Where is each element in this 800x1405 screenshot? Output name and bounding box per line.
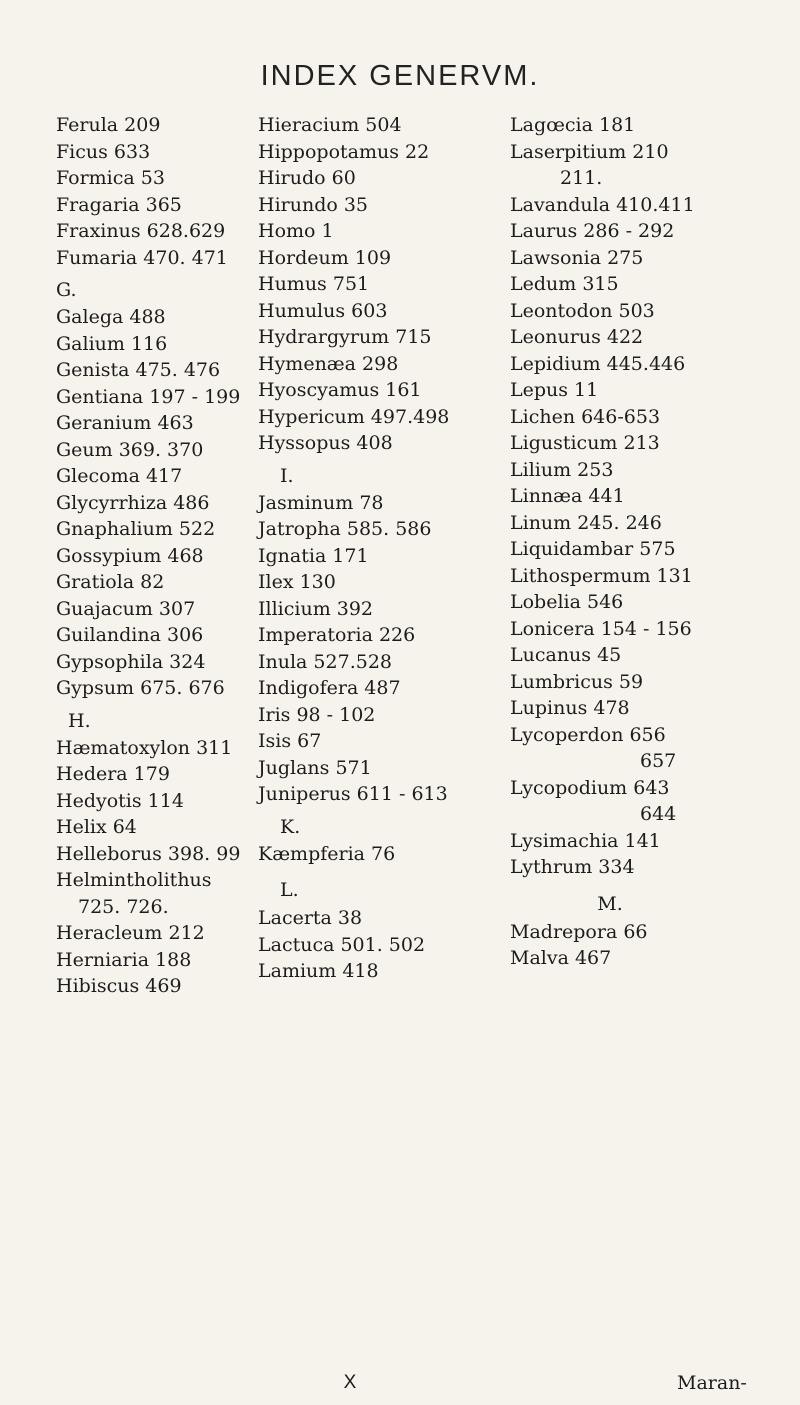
index-entry: Jatropha 585. 586	[258, 518, 432, 540]
index-entry: Ignatia 171	[258, 544, 369, 567]
index-entry: Lichen 646-653	[510, 405, 661, 428]
index-entry: Hydrargyrum 715	[258, 326, 432, 348]
entries-g	[56, 304, 256, 702]
index-entry: Lactuca 501. 502	[258, 933, 426, 956]
entries-l	[258, 905, 508, 985]
entries-k	[258, 841, 508, 868]
index-column-1	[56, 112, 256, 1000]
index-entry: Iris 98 - 102	[258, 703, 376, 726]
index-entry: Liquidambar 575	[510, 538, 676, 560]
index-entry: Lawsonia 275	[510, 246, 644, 269]
page-title: INDEX GENERVM.	[260, 60, 540, 92]
section-heading-i: I.	[280, 464, 294, 487]
index-entry: Humulus 603	[258, 299, 388, 322]
index-entry: Formica 53	[56, 167, 165, 189]
index-entry: Gentiana 197 - 199	[56, 385, 241, 408]
index-entry: Illicium 392	[258, 597, 374, 620]
index-entry: Hypericum 497.498	[258, 405, 450, 428]
index-entry: Ferula 209	[56, 114, 161, 136]
index-column-2	[258, 112, 508, 985]
index-entry: Helix 64	[56, 816, 137, 838]
index-entry: Lycoperdon 656	[510, 723, 666, 746]
index-entry: Geranium 463	[56, 412, 194, 434]
index-entry: Ilex 130	[258, 571, 336, 593]
index-entry: Linum 245. 246	[510, 511, 662, 534]
index-entry: Galega 488	[56, 306, 166, 328]
index-entry: Lucanus 45	[510, 644, 622, 666]
index-entry: Ledum 315	[510, 273, 619, 295]
index-entry: Kæmpferia 76	[258, 842, 396, 865]
index-entry: Lysimachia 141	[510, 829, 661, 852]
index-entry-continuation: 657	[640, 750, 677, 772]
index-entry: Lobelia 546	[510, 591, 624, 613]
index-entry: Genista 475. 476	[56, 359, 221, 381]
index-entry: Hymenæa 298	[258, 352, 399, 375]
index-entry: Herniaria 188	[56, 948, 192, 971]
index-entry: Jasminum 78	[258, 491, 384, 514]
index-entry: Hirudo 60	[258, 167, 356, 189]
entries-f	[56, 112, 256, 271]
index-entry: Geum 369. 370	[56, 438, 204, 461]
index-entry: Hordeum 109	[258, 246, 392, 269]
index-entry: Gossypium 468	[56, 544, 204, 567]
index-entry: Lonicera 154 - 156	[510, 617, 692, 640]
index-entry: Hyssopus 408	[258, 432, 393, 454]
index-entry: Hieracium 504	[258, 114, 402, 136]
index-entry: Helleborus 398. 99	[56, 842, 241, 865]
index-entry: Lithospermum 131	[510, 564, 693, 587]
index-entry-continuation: 644	[640, 803, 677, 825]
index-entry: Lamium 418	[258, 960, 379, 982]
index-entry: Gnaphalium 522	[56, 518, 216, 540]
index-entry: Lagœcia 181	[510, 114, 636, 136]
index-entry: Lavandula 410.411	[510, 193, 695, 216]
entries-i	[258, 490, 508, 808]
index-entry: Lumbricus 59	[510, 670, 644, 693]
section-heading-g: G.	[56, 279, 77, 301]
index-entry: Ligusticum 213	[510, 432, 660, 454]
index-entry: Laurus 286 - 292	[510, 220, 675, 242]
index-entry: Hibiscus 469	[56, 975, 182, 997]
index-entry: Leontodon 503	[510, 299, 655, 322]
index-entry: Glecoma 417	[56, 465, 183, 487]
index-entry-continuation: 211.	[560, 167, 603, 189]
index-entry: Lycopodium 643	[510, 776, 670, 799]
index-entry: Hirundo 35	[258, 193, 369, 216]
index-entry: Galium 116	[56, 332, 168, 355]
index-entry: Homo 1	[258, 220, 334, 242]
index-entry: Inula 527.528	[258, 650, 392, 673]
index-entry: Linnæa 441	[510, 485, 625, 507]
section-heading-k: K.	[280, 815, 301, 838]
index-entry: Ficus 633	[56, 140, 151, 163]
index-entry: Madrepora 66	[510, 920, 648, 943]
index-entry: Juglans 571	[258, 756, 372, 779]
index-entry: Lepidium 445.446	[510, 352, 686, 375]
index-entry: Lilium 253	[510, 458, 614, 481]
index-entry: Hyoscyamus 161	[258, 379, 422, 401]
index-entry: Imperatoria 226	[258, 624, 416, 646]
index-entry: Leonurus 422	[510, 326, 644, 348]
index-entry: Malva 467	[510, 947, 612, 969]
index-entry: Gratiola 82	[56, 571, 165, 593]
entries-l	[510, 112, 770, 881]
entries-h	[258, 112, 508, 457]
index-column-3	[510, 112, 770, 972]
index-entry: Isis 67	[258, 730, 322, 752]
index-entry-continuation: 725. 726.	[78, 895, 169, 918]
index-entry: Indigofera 487	[258, 677, 401, 699]
index-entry: Lupinus 478	[510, 697, 630, 719]
index-entry: Hedera 179	[56, 763, 170, 785]
index-entry: Lepus 11	[510, 379, 599, 401]
index-entry: Gypsum 675. 676	[56, 677, 225, 699]
index-entry: Fragaria 365	[56, 193, 182, 216]
index-entry: Humus 751	[258, 273, 370, 295]
index-entry: Fraxinus 628.629	[56, 220, 226, 242]
index-entry: Juniperus 611 - 613	[258, 783, 448, 805]
index-entry: Helmintholithus	[56, 869, 212, 891]
section-heading-h: H.	[68, 709, 91, 732]
section-heading-l: L.	[280, 879, 299, 901]
index-entry: Hæmatoxylon 311	[56, 736, 233, 759]
signature-mark: X	[343, 1372, 357, 1393]
index-entry: Heracleum 212	[56, 922, 205, 944]
section-heading-m: M.	[597, 892, 623, 915]
index-entry: Guilandina 306	[56, 624, 204, 646]
entries-m	[510, 919, 770, 972]
entries-h	[56, 735, 256, 1000]
index-entry: Hippopotamus 22	[258, 140, 430, 163]
index-entry: Laserpitium 210	[510, 140, 669, 163]
catchword: Maran-	[677, 1372, 747, 1394]
index-entry: Glycyrrhiza 486	[56, 491, 210, 514]
index-entry: Fumaria 470. 471	[56, 246, 228, 269]
index-entry: Lythrum 334	[510, 856, 635, 878]
index-entry: Gypsophila 324	[56, 650, 206, 673]
index-entry: Hedyotis 114	[56, 789, 184, 812]
index-entry: Lacerta 38	[258, 907, 363, 929]
index-entry: Guajacum 307	[56, 597, 196, 620]
